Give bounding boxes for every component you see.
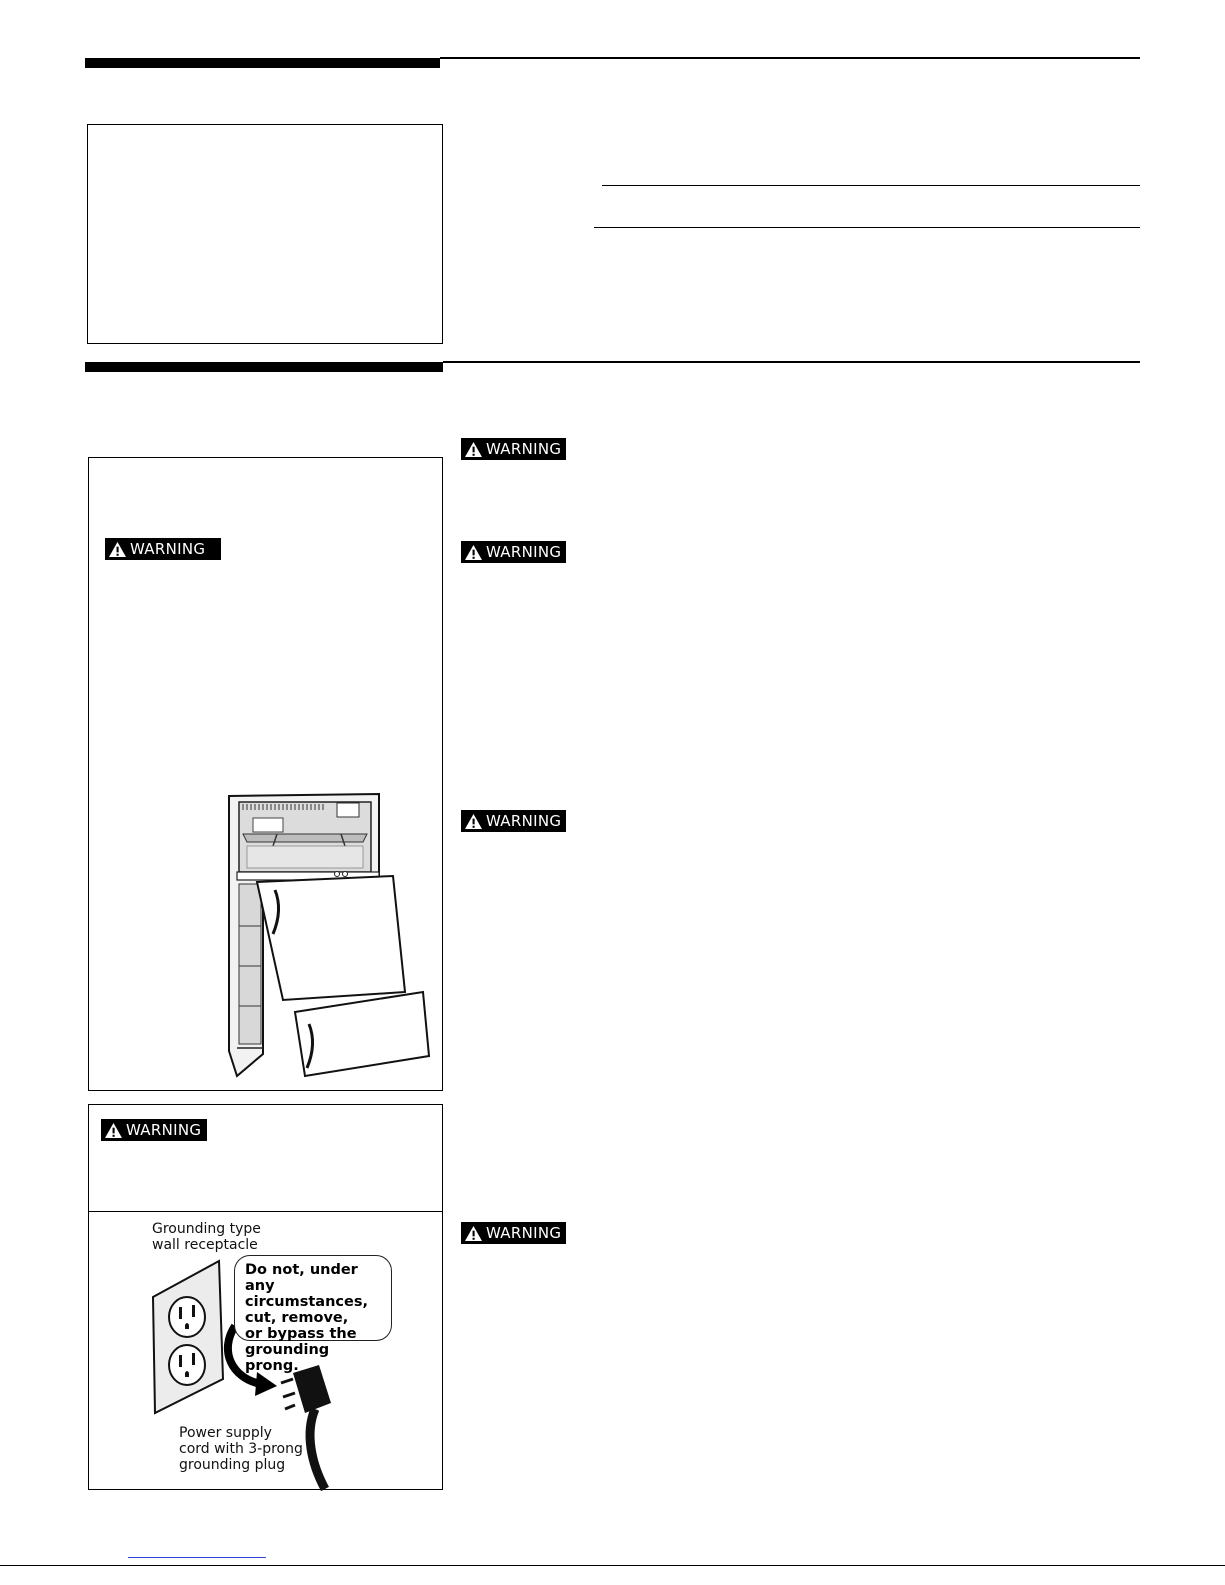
refrigerator-illustration — [217, 786, 439, 1086]
warning-badge-sidebar-2 — [101, 1119, 207, 1141]
warning-triangle-icon — [464, 544, 483, 561]
warning-triangle-icon — [464, 441, 483, 458]
grounding-sidebar-box — [88, 1104, 443, 1490]
warning-badge-sidebar-1 — [105, 538, 221, 560]
warning-label: WARNING — [486, 439, 562, 458]
section-1-sidebar-box — [87, 124, 443, 344]
warning-label: WARNING — [130, 539, 206, 558]
plug-label: Power supply cord with 3-prong grounding plug — [179, 1425, 303, 1473]
warning-triangle-icon — [104, 1122, 123, 1139]
child-safety-sidebar-box — [88, 457, 443, 1091]
section-2-header-rule — [443, 361, 1140, 363]
section-1-header-bar — [85, 58, 440, 68]
receptacle-label: Grounding type wall receptacle — [152, 1221, 261, 1253]
warning-triangle-icon — [108, 541, 127, 558]
section-1-header-rule — [440, 57, 1140, 59]
warning-badge-main-3 — [461, 810, 566, 832]
warning-label: WARNING — [486, 1223, 562, 1242]
fill-in-line-1 — [602, 185, 1140, 186]
section-2-header-bar — [85, 362, 443, 372]
grounding-box-divider — [89, 1211, 442, 1212]
warning-badge-main-2 — [461, 541, 566, 563]
warning-badge-main-4 — [461, 1222, 566, 1244]
warning-label: WARNING — [486, 542, 562, 561]
warning-triangle-icon — [464, 813, 483, 830]
footer-rule — [0, 1565, 1225, 1566]
fill-in-line-2 — [594, 227, 1140, 228]
warning-label: WARNING — [486, 811, 562, 830]
warning-label: WARNING — [126, 1120, 202, 1139]
warning-triangle-icon — [464, 1225, 483, 1242]
warning-badge-main-1 — [461, 438, 566, 460]
footer-link-underline[interactable] — [128, 1557, 266, 1558]
grounding-prong-callout: Do not, under any circumstances, cut, remove, or bypass the grounding prong. — [234, 1255, 392, 1341]
